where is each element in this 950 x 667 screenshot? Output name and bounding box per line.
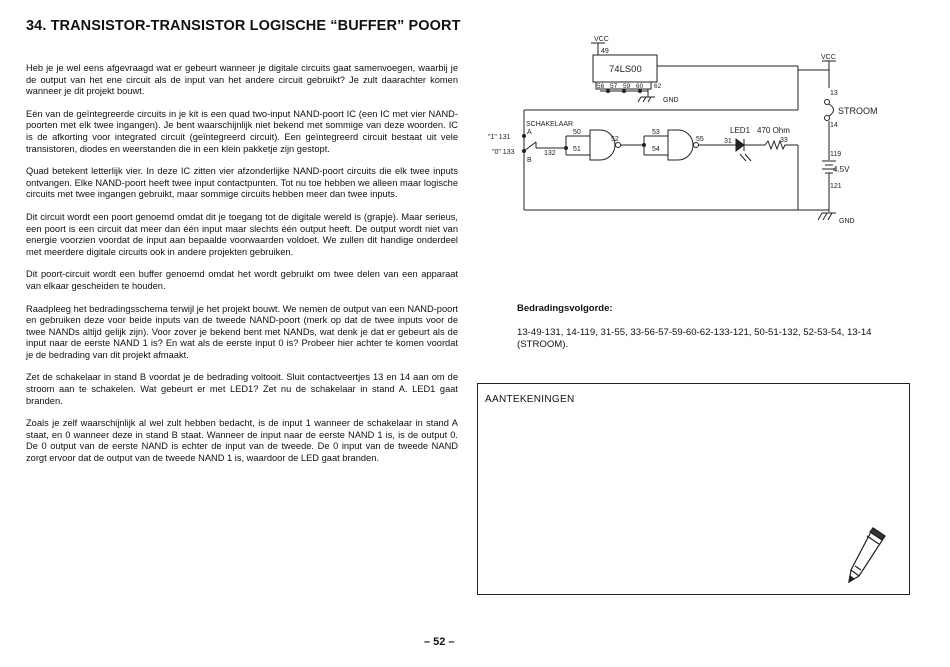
ic-pin-label: 57 — [610, 83, 618, 90]
resistor-label: 470 Ohm — [757, 126, 790, 135]
power-switch-label: STROOM — [838, 106, 878, 116]
ic-pin-label: 60 — [636, 83, 644, 90]
gnd-bottom-label: GND — [839, 218, 855, 225]
pin-54-label: 54 — [652, 146, 660, 153]
led-label: LED1 — [730, 126, 751, 135]
pin-62-label: 62 — [654, 83, 662, 90]
paragraph: Eén van de geïntegreerde circuits in je kit is een quad two-input NAND-poort IC (een IC met vier NAND-poorten met elk twee ingangen). Je bent waarschijnlijk niet bekend met sommige van deze woorden. IC is de afkorting voor integrated circuit (geïntegreerd circuit). Een geïntegreerd circuit bestaat uit vele transistoren, diodes en weerstanden die in een klein pakketje zijn gestopt. — [26, 108, 458, 154]
paragraph: Dit circuit wordt een poort genoemd omdat dit je toegang tot de digitale wereld is (grapje). Maar serieus, een poort is een circuit dat meer dan één input maar slechts één output heeft. De output wordt niet van energie voorzien voordat de input aan bepaalde voorwaarden voldoet. We zullen dit handige onderdeel met meerdere digitale circuits ook in andere projekten gebruiken. — [26, 211, 458, 257]
paragraph: Dit poort-circuit wordt een buffer genoemd omdat het wordt gebruikt om twee delen van een apparaat van elkaar gescheiden te houden. — [26, 269, 458, 291]
paragraph: Zoals je zelf waarschijnlijk al wel zult hebben bedacht, is de input 1 wanneer de schakelaar in stand A staat, en 0 wanneer deze in stand B staat. Wanneer de input naar de eerste NAND 1 is, is de output 0. De 0 output van de eerste NAND is echter de input van de tweede. De 0 input van de tweede NAND zorgt ervoor dat de output van de tweede NAND 1 is, waardoor de LED gaat branden. — [26, 418, 458, 464]
nand-gate-2 — [668, 130, 693, 160]
notes-box — [477, 383, 910, 595]
notes-label: AANTEKENINGEN — [485, 394, 575, 405]
pin-132-label: 132 — [544, 150, 556, 157]
vcc-right-label: VCC — [821, 54, 836, 61]
circuit-diagram — [478, 30, 898, 262]
ic-pin-label: 59 — [623, 83, 631, 90]
input-one-label: "1" 131 — [488, 134, 511, 141]
resistor-symbol — [744, 141, 798, 149]
switch-label: SCHAKELAAR — [526, 121, 574, 128]
wiring-sequence: 13-49-131, 14-119, 31-55, 33-56-57-59-60-62-133-121, 50-51-132, 52-53-54, 13-14 (STROOM). — [517, 327, 872, 350]
switch-a-label: A — [527, 129, 532, 136]
pin-31-label: 31 — [724, 138, 732, 145]
vcc-top-label: VCC — [594, 36, 609, 43]
pin-53-label: 53 — [652, 129, 660, 136]
pin-55-label: 55 — [696, 136, 704, 143]
led-symbol — [736, 139, 744, 151]
pin-51-label: 51 — [573, 146, 581, 153]
pin-50-label: 50 — [573, 129, 581, 136]
paragraph: Quad betekent letterlijk vier. In deze IC zitten vier afzonderlijke NAND-poort circuits die elk twee inputs ontvangen. Elke NAND-poort heeft twee input contactpunten. Tot nu toe hebben we alleen maar logische circuits met twee ingangen gebruikt, maar sommige circuits hebben meer dan twee inputs. — [26, 166, 458, 200]
paragraph: Zet de schakelaar in stand B voordat je de bedrading voltooit. Sluit contactveertjes 13 en 14 aan om de stroom aan te schakelen. Wat gebeurt er met LED1? Zet nu de schakelaar in stand A. LED1 gaat branden. — [26, 372, 458, 406]
paragraph: Raadpleeg het bedradingsschema terwijl je het projekt bouwt. We nemen de output van een NAND-poort en gebruiken deze voor beide inputs van de tweede NAND-poort (merk op dat de twee inputs voor de twee NANDs altijd gelijk zijn). Voor zover je bekend bent met NANDs, wat denk je dat er gebeurt als de input naar de eerste NAND 1 is? En wat als de eerste input 0 is? Probeer hier achter te komen voordat je de bedrading van dit projekt afmaakt. — [26, 303, 458, 360]
pin-13-label: 13 — [830, 90, 838, 97]
battery-label: 4.5V — [833, 165, 850, 174]
pencil-icon — [843, 524, 889, 586]
pin-49-label: 49 — [601, 48, 609, 55]
power-switch-contact — [825, 100, 830, 105]
body-text — [26, 63, 458, 476]
paragraph: Heb je je wel eens afgevraagd wat er gebeurt wanneer je digitale circuits gaat samenvoegen, waarbij je de output van het ene circuit als de input van het andere circuit gebruikt? Je zult daarachter komen wanneer je dit projekt bouwt. — [26, 63, 458, 97]
pin-14-label: 14 — [830, 122, 838, 129]
nand-gate-1 — [590, 130, 615, 160]
gnd-top-label: GND — [663, 97, 679, 104]
ic-label: 74LS00 — [609, 64, 642, 75]
pin-52-label: 52 — [611, 136, 619, 143]
ic-pin-label: 56 — [597, 83, 605, 90]
pin-121-label: 121 — [830, 183, 842, 190]
switch-lever — [524, 142, 536, 151]
page-title: 34. TRANSISTOR-TRANSISTOR LOGISCHE “BUFFER” POORT — [26, 18, 461, 34]
pin-119-label: 119 — [830, 151, 842, 158]
switch-b-label: B — [527, 157, 532, 164]
pin-33-label: 33 — [780, 137, 788, 144]
input-zero-label: "0" 133 — [492, 149, 515, 156]
wiring-title: Bedradingsvolgorde: — [517, 303, 613, 314]
page-number: – 52 – — [424, 636, 455, 648]
